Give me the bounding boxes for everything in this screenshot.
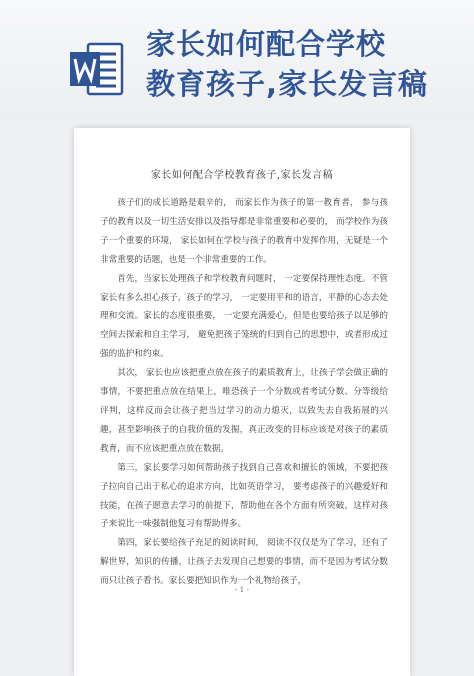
paragraph: 孩子们的成长道路是艰辛的， 而家长作为孩子的第一教育者， 参与孩子的教育以及一切生活安排以及指导都是非常重要和必要的， 而学校作为孩子一个重要的环境， 家长如何在学校与孩子的教育中发挥作用，无疑是一个非常重要的话题，也是一个非常重要的工作。 (100, 198, 388, 265)
headline-line-2: 教育孩子,家长发言稿 (146, 67, 429, 101)
paragraph: 第四，家长要给孩子充足的阅读时间， 阅读不仅仅是为了学习，还有了解世界，知识的传播，让孩子去发现自己想要的事情，而不是因为考试分数而只让孩子看书。家长要把知识作为一个礼物给孩子， (100, 538, 388, 587)
headline-line-1: 家长如何配合学校 (146, 27, 387, 61)
page-number: - 1 - (235, 586, 249, 594)
paragraph: 首先，当家长处理孩子和学校教育问题时， 一定要保持理性态度。不管家长有多么担心孩子，孩子的学习， 一定要用平和的语言，平静的心态去处理和交流。家长的态度很重要， 一定要充满爱心，但是也要给孩子以足够的空间去探索和自主学习， 避免把孩子笼统的归到自己的思想中，或者形成过强的监护和约束。 (100, 273, 388, 360)
headline (146, 24, 466, 104)
word-document-icon (66, 38, 128, 100)
document-body (100, 194, 388, 591)
top-banner (0, 0, 474, 120)
document-page (74, 128, 410, 676)
paragraph: 第三，家长要学习如何帮助孩子找到自己喜欢和擅长的领域，不要把孩子拉向自己出于私心的追求方向，比如英语学习， 要考虑孩子的兴趣爱好和技能，在孩子愿意去学习的前提下，帮助他在各个方面有所突破，这样对孩子来说比一味强制他复习有帮助得多。 (100, 462, 388, 530)
document-title: 家长如何配合学校教育孩子,家长发言稿 (150, 170, 334, 181)
paragraph: 其次， 家长也应该把重点放在孩子的素质教育上，让孩子学会做正确的事情，不要把重点放在结果上，唯恐孩子一个分数或者考试分数、分等级给评判，这样反而会让孩子把当过学习的动力熄灭，以致失去自我拓展的兴趣，甚至影响孩子的自我价值的发掘，真正改变的目标应该是对孩子的素质教育，而不应该把重点放在数据。 (100, 368, 388, 454)
